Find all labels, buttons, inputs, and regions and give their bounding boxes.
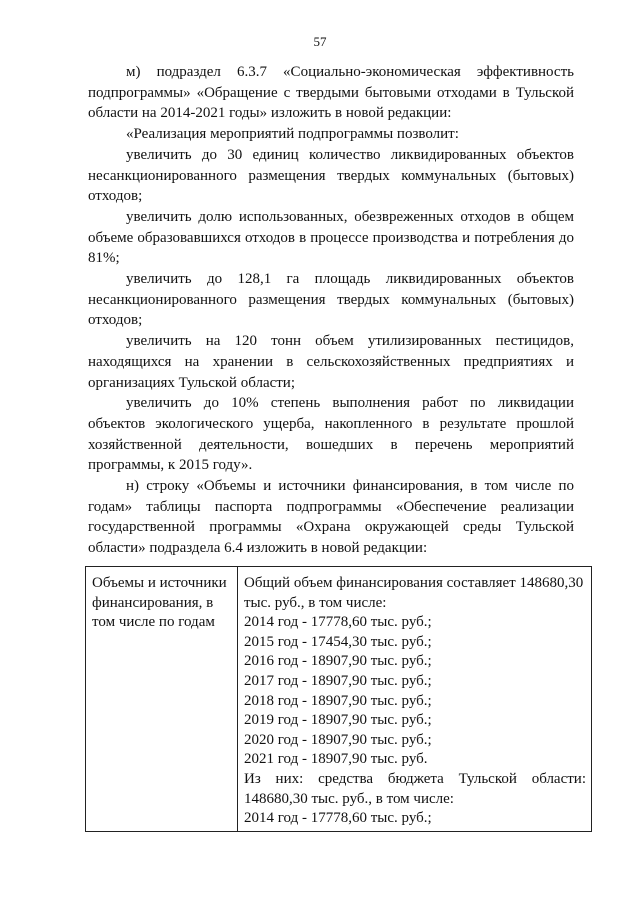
paragraph-section-6-4: н) строку «Объемы и источники финансирования, в том числе по годам» таблицы паспорта подпрограммы «Обеспечение реализации государственной программы «Охрана окружающей среды Тульской области» подраздела 6.4 изложить в новой редакции: bbox=[88, 478, 574, 557]
finance-year-line: 2017 год - 18907,90 тыс. руб.; bbox=[244, 672, 432, 689]
finance-year-line: 2016 год - 18907,90 тыс. руб.; bbox=[244, 653, 432, 670]
finance-year-line: 2021 год - 18907,90 тыс. руб. bbox=[244, 751, 428, 768]
finance-budget-year-line: 2014 год - 17778,60 тыс. руб.; bbox=[244, 810, 432, 827]
finance-table-wrapper bbox=[85, 566, 592, 832]
paragraph-item-damage: увеличить до 10% степень выполнения работ по ликвидации объектов экологического ущерба, накопленного в результате прошлой хозяйственной деятельности, вошедших в перечень мероприятий программы, к 2015 году». bbox=[88, 395, 574, 474]
finance-table bbox=[85, 566, 592, 832]
document-body bbox=[88, 62, 574, 559]
table-row bbox=[86, 567, 592, 832]
paragraph-section-6-3-7: м) подраздел 6.3.7 «Социально-экономическая эффективность подпрограммы» «Обращение с твердыми бытовыми отходами в Тульской области на 2014-2021 годы» изложить в новой редакции: bbox=[88, 64, 574, 122]
finance-budget-total: 148680,30 тыс. руб., в том числе: bbox=[244, 790, 454, 807]
finance-year-line: 2020 год - 18907,90 тыс. руб.; bbox=[244, 731, 432, 748]
finance-total: Общий объем финансирования составляет 148680,30 тыс. руб., в том числе: bbox=[244, 575, 584, 611]
paragraph-item-objects: увеличить до 30 единиц количество ликвидированных объектов несанкционированного размещения твердых коммунальных (бытовых) отходов; bbox=[88, 146, 574, 205]
finance-year-line: 2019 год - 18907,90 тыс. руб.; bbox=[244, 712, 432, 729]
finance-value-cell bbox=[238, 567, 592, 832]
paragraph-item-waste-share: увеличить долю использованных, обезвреженных отходов в общем объеме образовавшихся отходов в процессе производства и потребления до 81%; bbox=[88, 208, 574, 267]
finance-budget-line: Из них: средства бюджета Тульской области: bbox=[244, 770, 586, 787]
finance-year-line: 2018 год - 18907,90 тыс. руб.; bbox=[244, 692, 432, 709]
paragraph-item-pesticides: увеличить на 120 тонн объем утилизированных пестицидов, находящихся на хранении в сельскохозяйственных предприятиях и организациях Тульской области; bbox=[88, 333, 574, 391]
paragraph-item-area: увеличить до 128,1 га площадь ликвидированных объектов несанкционированного размещения твердых коммунальных (бытовых) отходов; bbox=[88, 271, 574, 329]
finance-label-cell: Объемы и источники финансирования, в том числе по годам bbox=[86, 567, 238, 832]
page-number: 57 bbox=[313, 34, 327, 49]
paragraph-intro: «Реализация мероприятий подпрограммы позволит: bbox=[126, 126, 459, 143]
finance-year-line: 2015 год - 17454,30 тыс. руб.; bbox=[244, 633, 432, 650]
finance-year-line: 2014 год - 17778,60 тыс. руб.; bbox=[244, 614, 432, 631]
